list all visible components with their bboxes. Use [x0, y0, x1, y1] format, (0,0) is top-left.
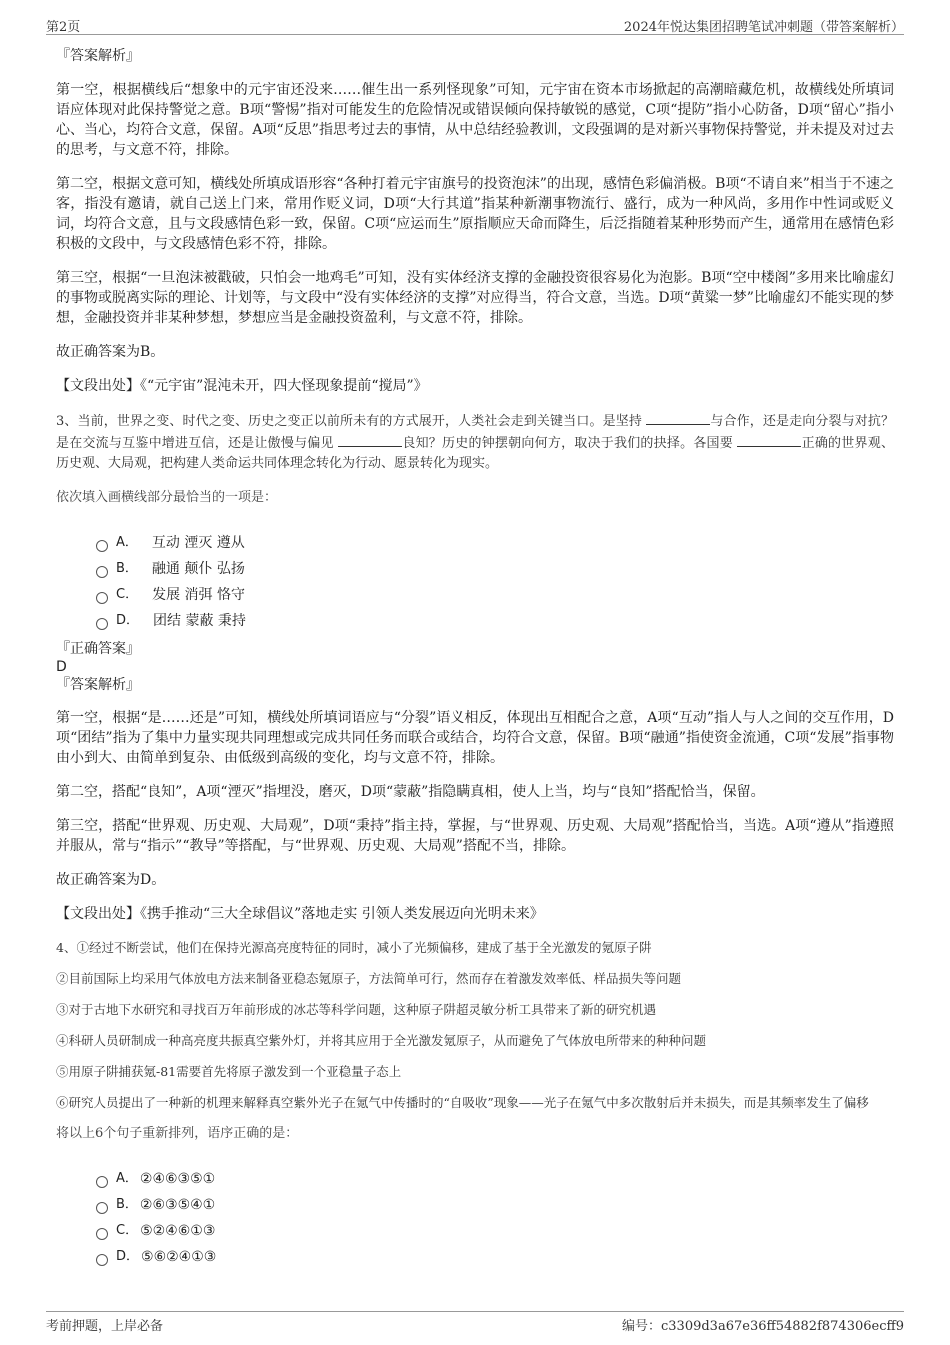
source-label: 【文段出处】: [56, 906, 140, 922]
radio-button[interactable]: [96, 1228, 108, 1240]
q2-analysis-para: 第二空，根据文意可知，横线处所填成语形容“各种打着元宇宙旗号的投资泡沫”的出现，感情色彩偏消极。B项“不请自来”相当于不速之客，指没有邀请，就自己送上门来，常用作贬义词，D项“大行其道”指某种新潮事物流行、盛行，成为一种风尚，多用作中性词或贬义词，均符合文意，且与文段感情色彩一致，保留。C项“应运而生”原指顺应天命而降生，后泛指随着某种形势而产生，通常用在感情色彩积极的文段中，与文段感情色彩不符，排除。: [56, 176, 894, 252]
q3-option-a[interactable]: A． 互动 湮灭 遵从: [96, 530, 894, 556]
blank-1: [646, 410, 710, 425]
radio-button[interactable]: [96, 1176, 108, 1188]
q2-source: [56, 376, 894, 396]
q3-option-b[interactable]: B． 融通 颠仆 弘扬: [96, 556, 894, 582]
q4-option-c[interactable]: C． ⑤②④⑥①③: [96, 1218, 894, 1244]
radio-button[interactable]: [96, 1254, 108, 1266]
q3-options: [96, 530, 894, 634]
source-title: 《携手推动“三大全球倡议”落地走实 引领人类发展迈向光明未来》: [140, 906, 544, 922]
question-3: [56, 410, 894, 924]
q3-analysis-label: 『答案解析』: [56, 677, 140, 693]
q3-analysis-para: 第二空，搭配“良知”，A项“湮灭”指埋没，磨灭，D项“蒙蔽”指隐瞒真相，使人上当，均与“良知”搭配恰当，保留。: [56, 784, 765, 800]
q4-option-b[interactable]: B． ②⑥③⑤④①: [96, 1192, 894, 1218]
q3-answer-label: 『正确答案』: [56, 641, 140, 657]
page-header: [46, 14, 904, 35]
blank-2: [338, 432, 402, 447]
radio-button[interactable]: [96, 1202, 108, 1214]
q2-conclusion: 故正确答案为B。: [56, 344, 165, 360]
q4-sentence: ⑤用原子阱捕获氪-81需要首先将原子激发到一个亚稳量子态上: [56, 1064, 402, 1079]
source-title: 《“元宇宙”混沌未开，四大怪现象提前“搅局”》: [140, 378, 428, 394]
q4-sentence: ⑥研究人员提出了一种新的机理来解释真空紫外光子在氪气中传播时的“自吸收”现象——光子在氪气中多次散射后并未损失，而是其频率发生了偏移: [56, 1095, 869, 1110]
q2-analysis: [56, 46, 894, 396]
page-footer: [46, 1311, 904, 1334]
radio-button[interactable]: [96, 618, 108, 630]
q2-analysis-label: 『答案解析』: [56, 48, 140, 64]
q3-stem: 3、当前，世界之变、时代之变、历史之变正以前所未有的方式展开，人类社会走到关键当口。是坚持 与合作，还是走向分裂与对抗？是在交流与互鉴中增进互信，还是让傲慢与偏见 良知？历史的钟摆朝向何方，取决于我们的抉择。各国要 正确的世界观、历史观、大局观，把构建人类命运共同体理念转化为行动、愿景转化为现实。: [56, 410, 894, 474]
radio-button[interactable]: [96, 592, 108, 604]
q3-source: [56, 904, 894, 924]
source-label: 【文段出处】: [56, 378, 140, 394]
q4-options: [96, 1166, 894, 1270]
radio-button[interactable]: [96, 540, 108, 552]
q3-answer-block: [56, 640, 894, 694]
q4-sentence: ④科研人员研制成一种高亮度共振真空紫外灯，并将其应用于全光激发氪原子，从而避免了气体放电所带来的种种问题: [56, 1033, 707, 1048]
q4-sentence: 4、①经过不断尝试，他们在保持光源高亮度特征的同时，减小了光频偏移，建成了基于全光激发的氪原子阱: [56, 940, 652, 955]
q4-sentence: ③对于古地下水研究和寻找百万年前形成的冰芯等科学问题，这种原子阱超灵敏分析工具带来了新的研究机遇: [56, 1002, 657, 1017]
question-4: [56, 938, 894, 1270]
radio-button[interactable]: [96, 566, 108, 578]
document-code: 编号：c3309d3a67e36ff54882f874306ecff9: [621, 1319, 904, 1334]
document-title: 2024年悦达集团招聘笔试冲刺题（带答案解析）: [623, 20, 904, 35]
q4-option-a[interactable]: A． ②④⑥③⑤①: [96, 1166, 894, 1192]
q4-sentence: ②目前国际上均采用气体放电方法来制备亚稳态氪原子，方法简单可行，然而存在着激发效率低、样品损失等问题: [56, 971, 682, 986]
page-number: 第2页: [46, 20, 81, 35]
q3-conclusion: 故正确答案为D。: [56, 872, 166, 888]
q3-analysis-para: 第一空，根据“是……还是”可知，横线处所填词语应与“分裂”语义相反，体现出互相配合之意，A项“互动”指人与人之间的交互作用，D项“团结”指为了集中力量实现共同理想或完成共同任务而联合或结合，均符合文意，保留。B项“融通”指使资金流通，C项“发展”指事物由小到大、由简单到复杂、由低级到高级的变化，均与文意不符，排除。: [56, 710, 894, 766]
q2-analysis-para: 第一空，根据横线后“想象中的元宇宙还没来……催生出一系列怪现象”可知，元宇宙在资本市场掀起的高潮暗藏危机，故横线处所填词语应体现对此保持警觉之意。B项“警惕”指对可能发生的危险情况或错误倾向保持敏锐的感觉，C项“提防”指小心防备，D项“留心”指小心、当心，均符合文意，保留。A项“反思”指思考过去的事情，从中总结经验教训，文段强调的是对新兴事物保持警觉，并未提及对过去的思考，与文意不符，排除。: [56, 82, 894, 158]
footer-slogan: 考前押题，上岸必备: [46, 1319, 164, 1334]
blank-3: [737, 432, 801, 447]
q3-option-d[interactable]: D． 团结 蒙蔽 秉持: [96, 608, 894, 634]
q3-option-c[interactable]: C． 发展 消弭 恪守: [96, 582, 894, 608]
q4-prompt: 将以上6个句子重新排列，语序正确的是：: [56, 1126, 299, 1141]
q2-analysis-para: 第三空，根据“一旦泡沫被戳破，只怕会一地鸡毛”可知，没有实体经济支撑的金融投资很容易化为泡影。B项“空中楼阁”多用来比喻虚幻的事物或脱离实际的理论、计划等，与文段中“没有实体经济的支撑”对应得当，符合文意，当选。D项“黄粱一梦”比喻虚幻不能实现的梦想，金融投资并非某种梦想，梦想应当是金融投资盈利，与文意不符，排除。: [56, 270, 894, 326]
q3-analysis-para: 第三空，搭配“世界观、历史观、大局观”，D项“秉持”指主持，掌握，与“世界观、历史观、大局观”搭配恰当，当选。A项“遵从”指遵照并服从，常与“指示”“教导”等搭配，与“世界观、历史观、大局观”搭配不当，排除。: [56, 818, 894, 854]
q3-answer: D: [56, 659, 67, 675]
q4-option-d[interactable]: D． ⑤⑥②④①③: [96, 1244, 894, 1270]
document-body: [56, 46, 894, 1270]
q3-prompt: 依次填入画横线部分最恰当的一项是：: [56, 490, 278, 505]
